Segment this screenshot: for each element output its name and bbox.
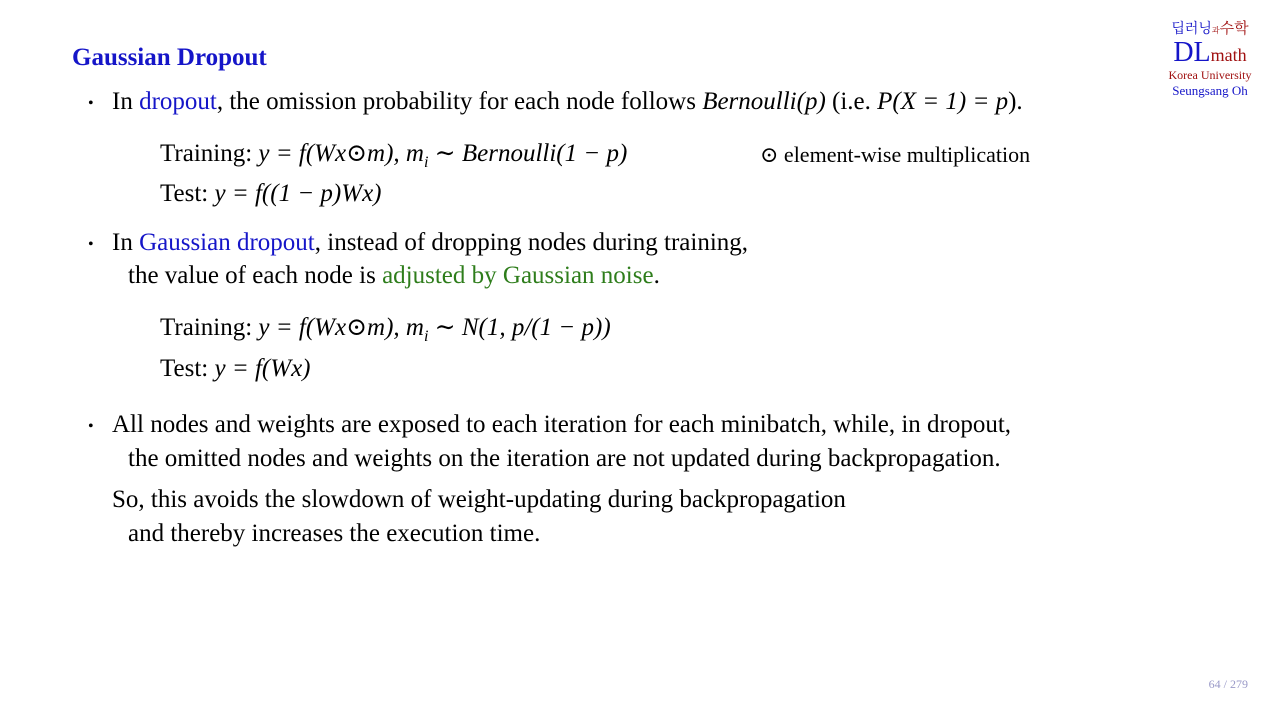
bullet-marker: •	[88, 95, 94, 112]
conclusion-line-1: So, this avoids the slowdown of weight-updating during backpropagation	[112, 486, 846, 513]
logo-korean-b: 수학	[1219, 21, 1249, 37]
logo-math: math	[1210, 45, 1247, 65]
elementwise-note: ⊙ element-wise multiplication	[760, 142, 1031, 167]
bullet-marker: •	[88, 418, 94, 435]
term-dropout: dropout	[139, 88, 217, 115]
logo-korean-small: 과	[1211, 26, 1220, 35]
course-logo	[1158, 20, 1262, 98]
logo-korean-a: 딥러닝	[1171, 22, 1212, 37]
logo-author: Seungsang Oh	[1172, 83, 1248, 98]
probability-expression: P(X = 1) = p	[877, 88, 1009, 115]
gaussian-test-equation: Test: y = f(Wx)	[160, 355, 311, 382]
bullet-marker: •	[88, 236, 94, 253]
conclusion-line-2: and thereby increases the execution time.	[128, 520, 541, 547]
bernoulli-dist: Bernoulli	[702, 88, 797, 115]
term-gaussian-noise: adjusted by Gaussian noise	[382, 262, 654, 289]
gaussian-training-equation: Training: y = f(Wx⊙m), $m_i$ ∼ N(1, p/(1 − p))	[160, 314, 611, 345]
bullet-2-line-2: the value of each node is adjusted by Gaussian noise.	[128, 262, 660, 289]
dropout-training-equation: Training: y = f(Wx⊙m), $m_i$ ∼ Bernoulli(1 − p)	[160, 140, 628, 171]
dropout-test-equation: Test: y = f((1 − p)Wx)	[160, 180, 382, 207]
term-gaussian-dropout: Gaussian dropout	[139, 229, 315, 256]
page-number: 64 / 279	[1208, 677, 1248, 691]
bullet-1-text: In dropout, the omission probability for each node follows Bernoulli(p) (i.e. P(X = 1) = p).	[112, 88, 1023, 115]
bullet-2-line-1: In Gaussian dropout, instead of dropping nodes during training,	[112, 229, 749, 256]
slide-title: Gaussian Dropout	[72, 44, 267, 71]
logo-dl: DL	[1173, 37, 1211, 68]
logo-university: Korea University	[1168, 68, 1252, 82]
bullet-3-line-2: the omitted nodes and weights on the iteration are not updated during backpropagation.	[128, 445, 1001, 472]
bullet-3-line-1: All nodes and weights are exposed to each iteration for each minibatch, while, in dropout,	[112, 411, 1012, 438]
